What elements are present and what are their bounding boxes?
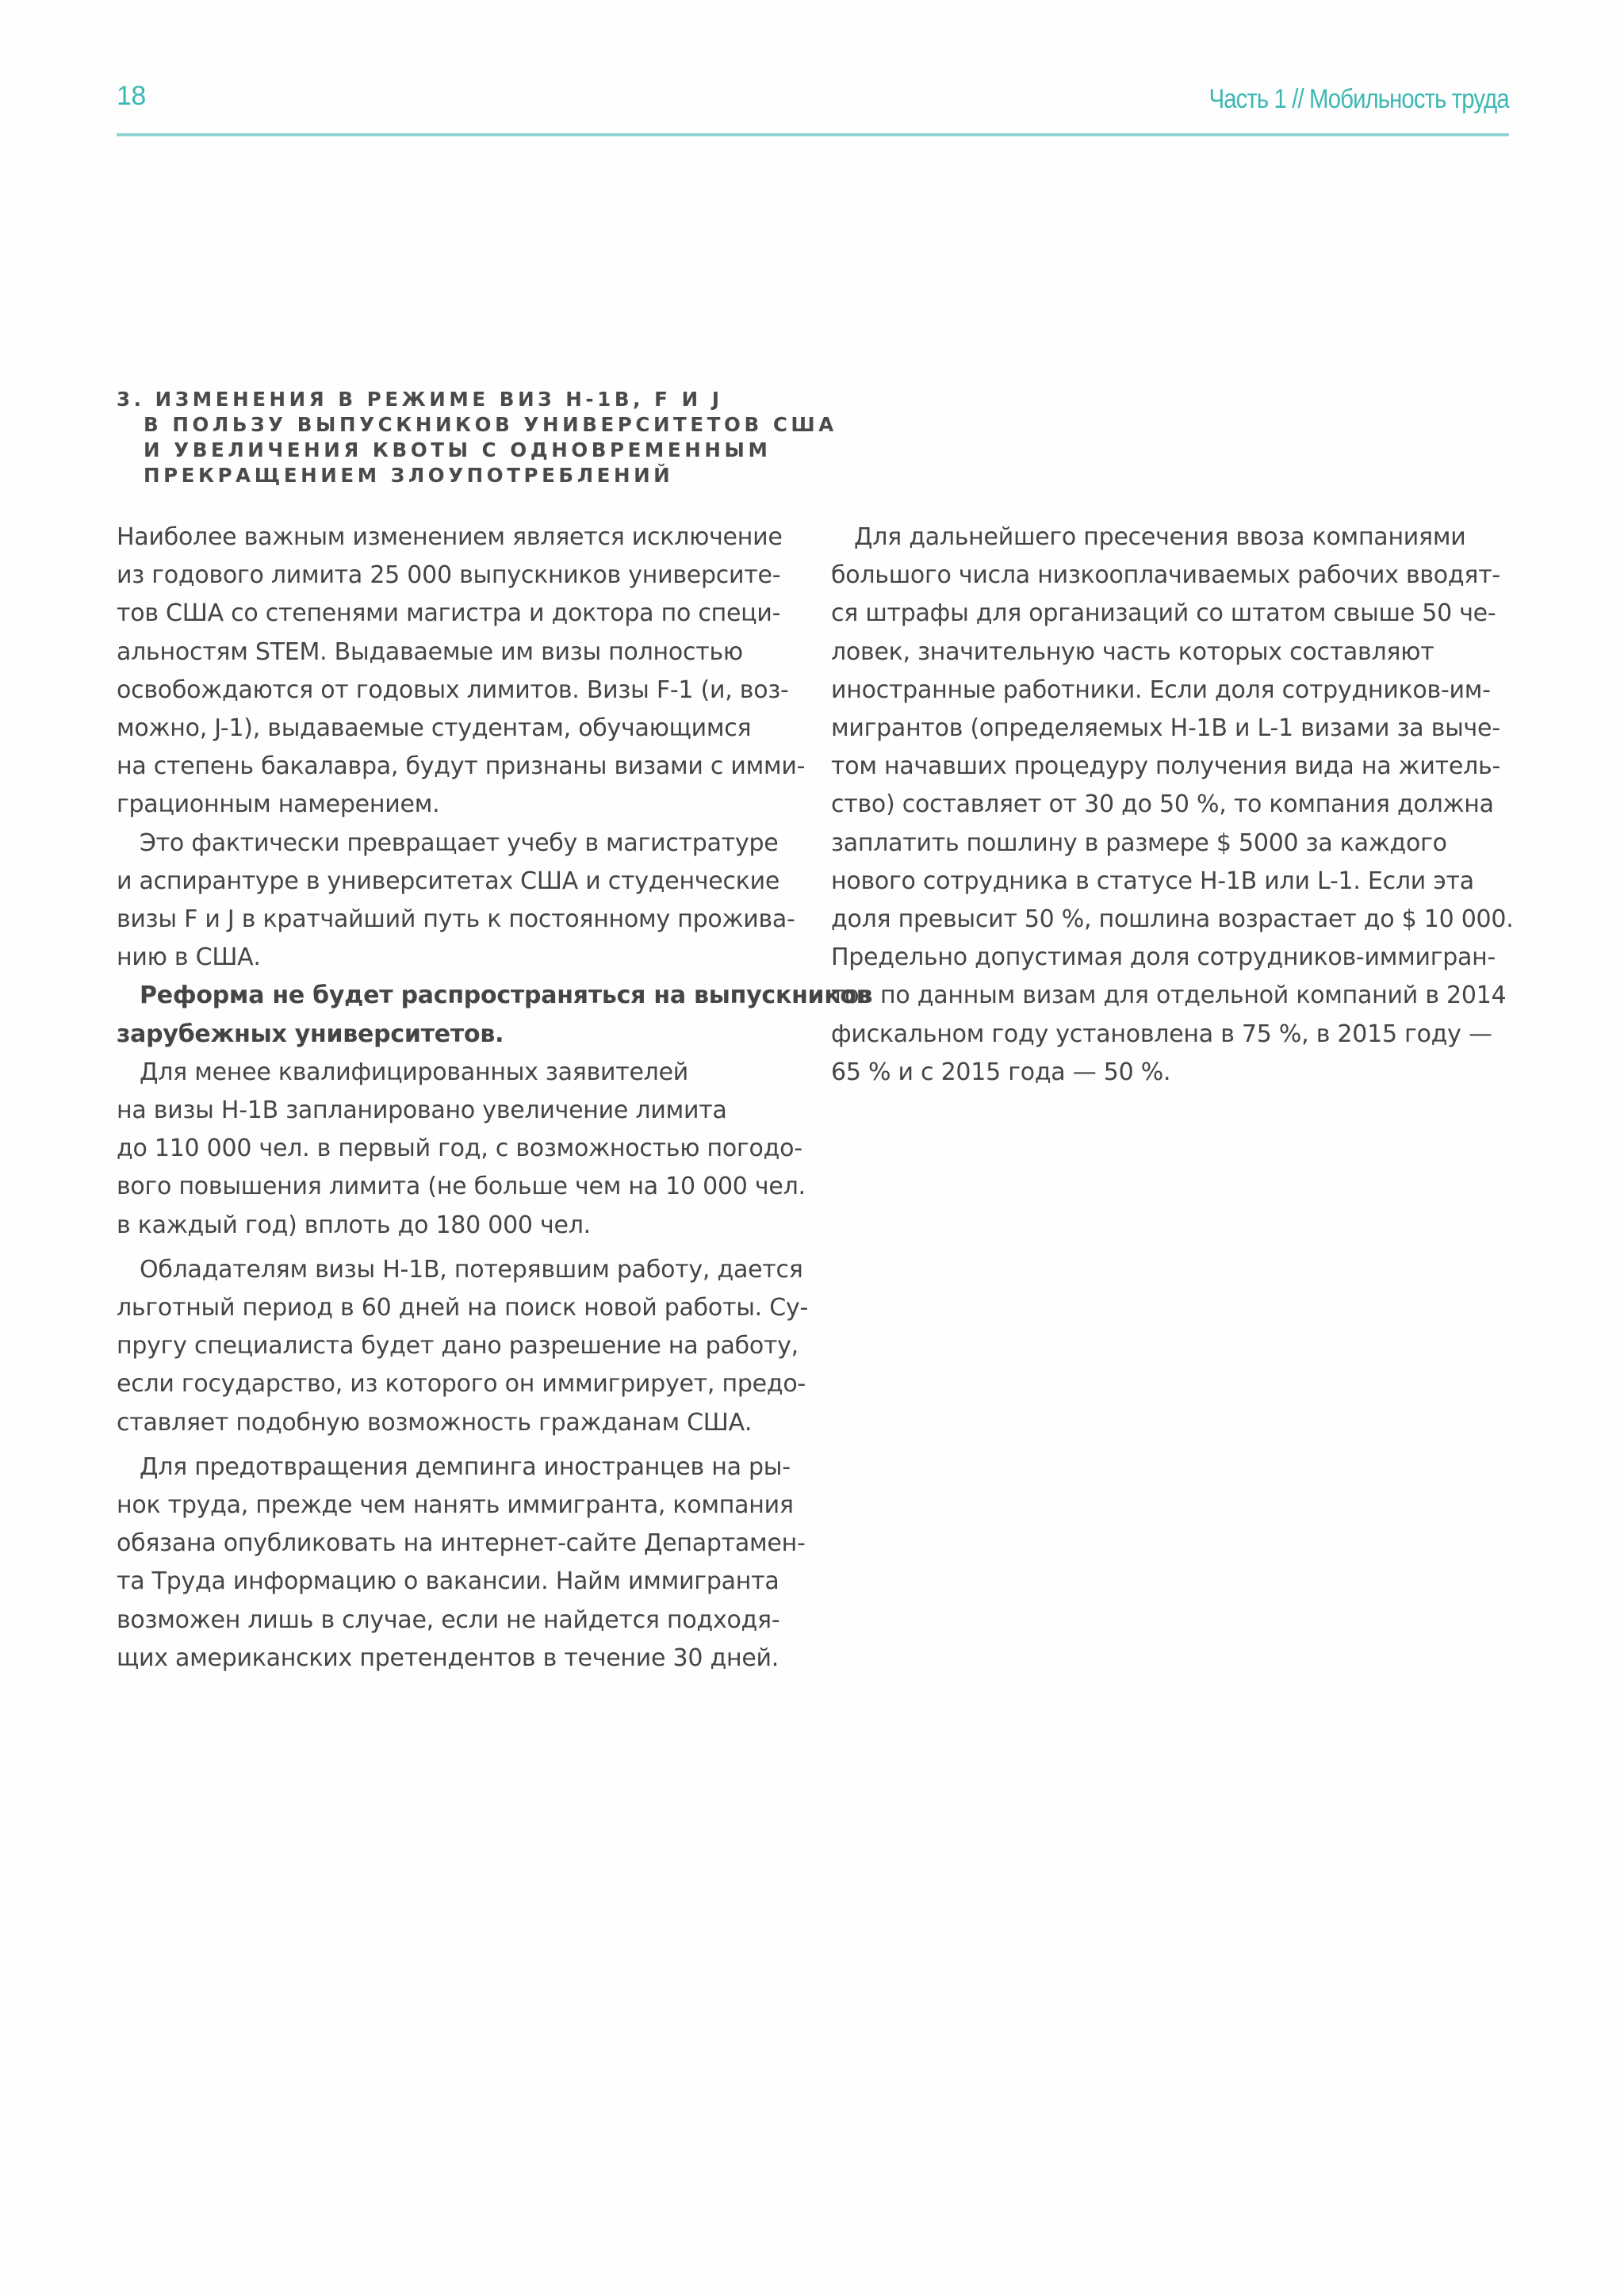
page-number: 18 <box>117 81 146 111</box>
heading-line: И УВЕЛИЧЕНИЯ КВОТЫ С ОДНОВРЕМЕННЫМ <box>144 438 772 461</box>
text-line: возможен лишь в случае, если не найдется подходя- <box>117 1605 780 1634</box>
text-line: альностям STEM. Выдаваемые им визы полностью <box>117 637 743 666</box>
paragraph <box>117 1054 806 1245</box>
text-line: Для менее квалифицированных заявителей <box>140 1058 689 1086</box>
text-line: ство) составляет от 30 до 50 %, то компания должна <box>831 790 1494 819</box>
bold-paragraph <box>117 977 871 1053</box>
page-header <box>117 76 1509 140</box>
text-line: фискальном году установлена в 75 %, в 2015 году — <box>831 1020 1492 1048</box>
text-line: нию в США. <box>117 943 261 972</box>
text-line: можно, J-1), выдаваемые студентам, обучающимся <box>117 714 752 743</box>
text-line: зарубежных университетов. <box>117 1020 504 1048</box>
heading-line: ПРЕКРАЩЕНИЕМ ЗЛОУПОТРЕБЛЕНИЙ <box>144 464 674 487</box>
text-line: визы F и J в кратчайший путь к постоянному прожива- <box>117 905 795 934</box>
text-line: заплатить пошлину в размере $ 5000 за каждого <box>831 828 1447 857</box>
paragraph <box>117 1448 806 1678</box>
text-line: Реформа не будет распространяться на выпускников <box>140 982 871 1010</box>
text-line: доля превысит 50 %, пошлина возрастает до $ 10 000. <box>831 905 1514 934</box>
text-line: и аспирантуре в университетах США и студенческие <box>117 867 780 895</box>
text-line: грационным намерением. <box>117 790 440 819</box>
header-divider <box>117 133 1509 136</box>
text-line: на степень бакалавра, будут признаны визами с имми- <box>117 752 806 781</box>
text-line: нок труда, прежде чем нанять иммигранта, компания <box>117 1491 794 1520</box>
heading-line: 3. ИЗМЕНЕНИЯ В РЕЖИМЕ ВИЗ H-1B, F И J <box>117 388 723 411</box>
running-section-title: Часть 1 // Мобильность труда <box>1208 84 1509 114</box>
text-line: до 110 000 чел. в первый год, с возможностью погодо- <box>117 1135 802 1163</box>
text-line: та Труда информацию о вакансии. Найм иммигранта <box>117 1567 779 1596</box>
text-line: Предельно допустимая доля сотрудников-иммигран- <box>831 943 1496 972</box>
text-line: тов по данным визам для отдельной компаний в 2014 <box>831 982 1507 1010</box>
heading-line: В ПОЛЬЗУ ВЫПУСКНИКОВ УНИВЕРСИТЕТОВ США <box>144 413 837 436</box>
text-line: обязана опубликовать на интернет-сайте Департамен- <box>117 1529 806 1558</box>
text-line: ловек, значительную часть которых составляют <box>831 637 1434 666</box>
text-line: ся штрафы для организаций со штатом свыше 50 че- <box>831 599 1496 628</box>
text-line: вого повышения лимита (не больше чем на 10 000 чел. <box>117 1173 806 1201</box>
text-line: Обладателям визы H-1B, потерявшим работу, дается <box>140 1255 803 1284</box>
text-line: иностранные работники. Если доля сотрудников-им- <box>831 675 1491 704</box>
paragraph <box>117 825 800 978</box>
text-line: пругу специалиста будет дано разрешение на работу, <box>117 1332 799 1360</box>
text-line: том начавших процедуру получения вида на житель- <box>831 752 1501 781</box>
text-line: Для предотвращения демпинга иностранцев на ры- <box>140 1452 791 1481</box>
text-line: мигрантов (определяемых H-1B и L-1 визами за выче- <box>831 714 1500 743</box>
text-line: тов США со степенями магистра и доктора по специ- <box>117 599 781 628</box>
paragraph <box>831 519 1515 1092</box>
text-line: щих американских претендентов в течение 30 дней. <box>117 1644 779 1672</box>
text-line: 65 % и с 2015 года — 50 %. <box>831 1058 1171 1086</box>
text-line: большого числа низкооплачиваемых рабочих вводят- <box>831 561 1500 590</box>
text-line: нового сотрудника в статусе H-1B или L-1. Если эта <box>831 867 1474 895</box>
text-line: Это фактически превращает учебу в магистратуре <box>140 828 779 857</box>
text-line: ставляет подобную возможность гражданам США. <box>117 1408 753 1437</box>
text-line: в каждый год) вплоть до 180 000 чел. <box>117 1211 591 1239</box>
text-line: освобождаются от годовых лимитов. Визы F-1 (и, воз- <box>117 675 789 704</box>
text-line: на визы H-1B запланировано увеличение лимита <box>117 1096 727 1125</box>
right-text-column <box>831 519 1515 1092</box>
text-line: из годового лимита 25 000 выпускников университе- <box>117 561 781 590</box>
text-line: Наиболее важным изменением является исключение <box>117 523 783 551</box>
text-line: если государство, из которого он иммигрирует, предо- <box>117 1370 806 1399</box>
paragraph <box>117 1251 809 1442</box>
section-heading <box>117 387 837 488</box>
left-text-column <box>117 519 871 1678</box>
text-line: Для дальнейшего пресечения ввоза компаниями <box>854 523 1466 551</box>
text-line: льготный период в 60 дней на поиск новой работы. Су- <box>117 1294 809 1322</box>
paragraph <box>117 519 806 825</box>
